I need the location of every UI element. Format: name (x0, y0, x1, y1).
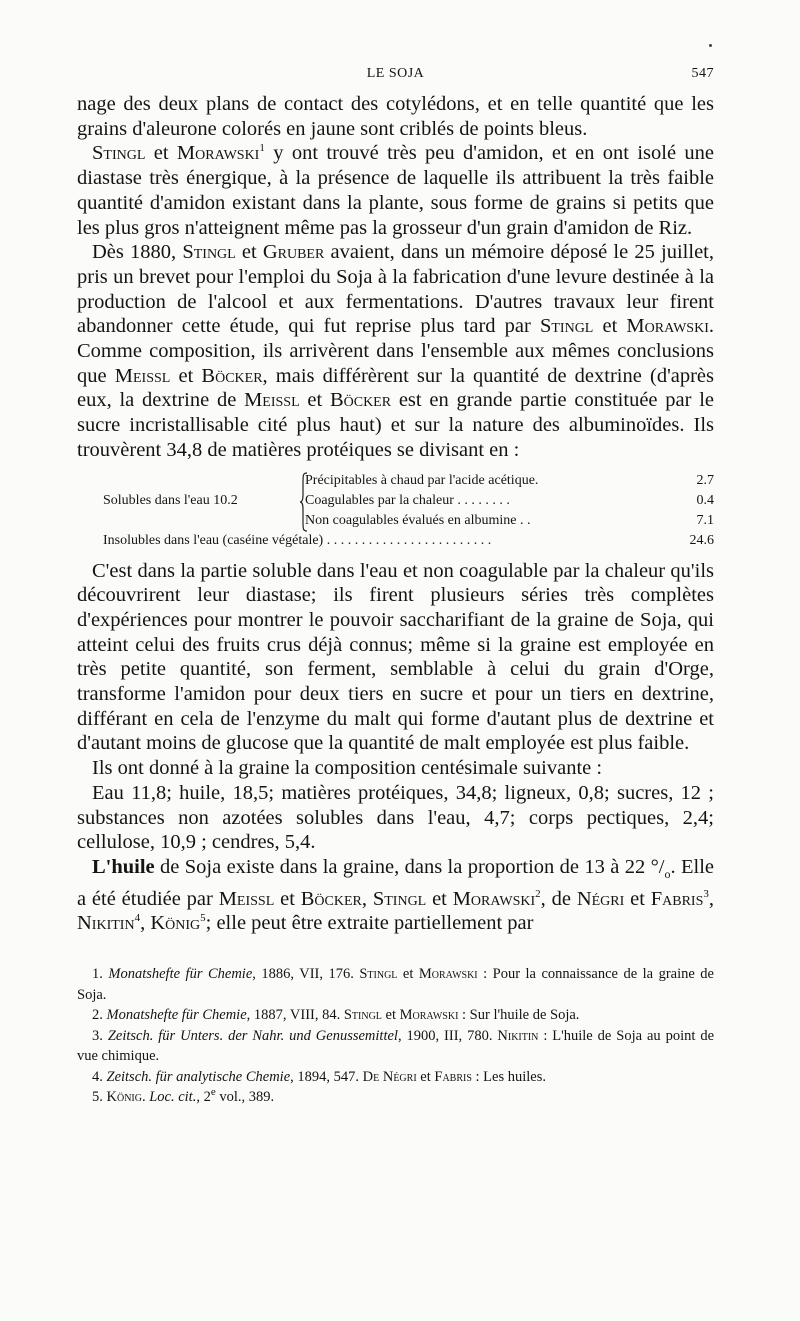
paragraph-7: L'huile de Soja existe dans la graine, dans la proportion de 13 à 22 $^\circ/_o$. Elle a été étudiée par Meissl et Böcker, Stingl et Morawski$^2$, de Négri et Fabris$^3$, Nikitin$^4$, König$^5$; elle peut être extraite partiellement par (77, 855, 715, 935)
footnotes (77, 964, 714, 1108)
footnote-4: 4. Zeitsch. für analytische Chemie, 1894, 547. De Négri et Fabris : Les huiles. (92, 1068, 547, 1085)
footnote-ref[interactable]: 3 (703, 887, 709, 900)
footnote-5: 5. König. Loc. cit., 2e vol., 389. (92, 1086, 275, 1106)
footnote-2: 2. Monatshefte für Chemie, 1887, VIII, 84. Stingl et Morawski : Sur l'huile de Soja. (92, 1007, 580, 1024)
paragraph-6: Eau 11,8; huile, 18,5; matières protéiques, 34,8; ligneux, 0,8; sucres, 12 ; substances non azotées solubles dans l'eau, 4,7; corps pectiques, 2,4; cellulose, 10,9 ; cendres, 5,4. (77, 781, 714, 854)
author-name: Stingl (92, 142, 146, 165)
table-row: Non coagulables évalués en albumine . . 7.1 (305, 511, 714, 531)
footnote-1: 1. Monatshefte für Chemie, 1886, VII, 176. Stingl et Morawski : Pour la connaissance de la graine de Soja. (77, 966, 714, 1003)
footnote-3: 3. Zeitsch. für Unters. der Nahr. und Genussemittel, 1900, III, 780. Nikitin : L'huile de Soja au point de vue chimique. (77, 1027, 715, 1065)
keyword-huile: L'huile (92, 855, 155, 878)
page-number: 547 (691, 66, 714, 81)
author-name: Morawski (176, 142, 260, 165)
page-speck (709, 44, 712, 47)
paragraph-3: Dès 1880, Stingl et Gruber avaient, dans un mémoire déposé le 25 juillet, pris un brevet pour l'emploi du Soja à la fabrication d'une levure destinée à la production de l'alcool et aux fermentations. D'autres travaux leur firent abandonner cette étude, qui fut reprise plus tard par Stingl et Morawski. Comme composition, ils arrivèrent dans l'ensemble aux mêmes conclusions que Meissl et Böcker, mais différèrent sur la quantité de dextrine (d'après eux, la dextrine de Meissl et Böcker est en grande partie constituée par le sucre incristallisable cité plus haut) et sur la nature des albuminoïdes. Ils trouvèrent 34,8 de matières protéiques se divisant en : (77, 241, 715, 461)
main-text (77, 92, 714, 936)
protein-table (77, 471, 714, 553)
paragraph-5: Ils ont donné à la graine la composition centésimale suivante : (92, 757, 603, 780)
footnote-ref[interactable]: 2 (535, 887, 541, 900)
table-group-label: Solubles dans l'eau 10.2 (103, 492, 238, 508)
footnote-ref[interactable]: 4 (134, 912, 141, 925)
paragraph-2: Stingl et Morawski$^1$ y ont trouvé très peu d'amidon, et en ont isolé une diastase très énergique, à la présence de laquelle ils attribuent la très faible quantité d'amidon existant dans la plante, sous forme de grains si petits que les plus gros n'atteignent même pas la grosseur d'un grain d'amidon de Riz. (77, 142, 715, 239)
footnote-ref[interactable]: 5 (200, 912, 206, 925)
table-row: Coagulables par la chaleur . . . . . . . . 0.4 (305, 491, 714, 511)
book-page (77, 60, 714, 1108)
table-row-insoluble: Insolubles dans l'eau (caséine végétale) . . . . . . . . . . . . . . . . . . . . . . . . 24.6 (103, 531, 714, 551)
running-title: LE SOJA (366, 66, 425, 81)
running-header (77, 60, 714, 92)
paragraph-1: nage des deux plans de contact des cotylédons, et en telle quantité que les grains d'aleurone colorés en jaune sont criblés de points bleus. (77, 93, 714, 140)
footnote-ref[interactable]: 1 (259, 142, 265, 155)
paragraph-4: C'est dans la partie soluble dans l'eau et non coagulable par la chaleur qu'ils découvrirent leur diastase; ils firent plusieurs séries très complètes d'expériences pour montrer le pouvoir saccharifiant de la graine de Soja, qui atteint celui des fruits crus déjà connus; même si la graine est employée en très petite quantité, son ferment, semblable à celui du grain d'Orge, transforme l'amidon pour deux tiers en sucre et pour un tiers en dextrine, différant en cela de l'enzyme du malt qui forme d'autant plus de dextrine et d'autant moins de glucose que la quantité de malt employée est plus faible. (77, 559, 714, 755)
table-row: Précipitables à chaud par l'acide acétique. 2.7 (305, 471, 714, 491)
